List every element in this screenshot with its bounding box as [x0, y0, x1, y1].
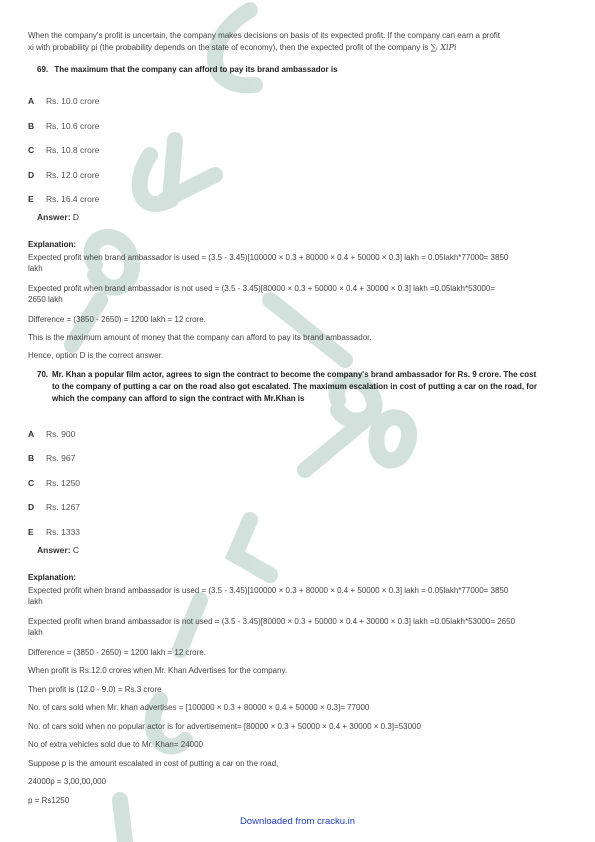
q70-line-2: to the company of putting a car on the road also got escalated. The maximum escalation in cost of putting a car on the road, for — [52, 382, 537, 391]
option-letter: C — [28, 145, 35, 155]
q70-option-e[interactable] — [28, 527, 80, 537]
question-number: 69. — [37, 65, 49, 74]
q69-exp-line-4: This is the maximum amount of money that the company can afford to pay its brand ambassador. — [28, 333, 372, 342]
q69-exp-line-5: Hence, option D is the correct answer. — [28, 351, 164, 360]
q69-option-d[interactable] — [28, 170, 99, 180]
q70-line-3: which the company can afford to sign the contract with Mr.Khan is — [52, 394, 305, 403]
q70-exp-line-5: Then profit is (12.0 - 9.0) = Rs.3 crore — [28, 685, 162, 694]
option-letter: C — [28, 478, 35, 488]
option-letter: A — [28, 96, 35, 106]
q70-exp-line-11: p = Rs1250 — [28, 796, 70, 805]
intro-line-2-text: xi with probability pi (the probability depends on the state of economy), then the expected profit of the company is — [28, 43, 429, 52]
option-text: Rs. 10.0 crore — [46, 96, 100, 106]
intro-formula: ∑ᵢ XiPi — [430, 43, 457, 52]
option-text: Rs. 12.0 crore — [46, 170, 100, 180]
q70-exp-line-8: No of extra vehicles sold due to Mr. Khan= 24000 — [28, 740, 203, 749]
q70-exp-line-2: Expected profit when brand ambassador is not used = (3.5 - 3.45)[80000 × 0.3 + 50000 × 0.4 + 30000 × 0.3] lakh =0.05lakh*53000= 2650 — [28, 617, 516, 626]
option-letter: A — [28, 429, 35, 439]
option-letter: D — [28, 502, 35, 512]
option-letter: B — [28, 121, 35, 131]
q70-exp-line-9: Suppose p is the amount escalated in cost of putting a car on the road, — [28, 759, 279, 768]
q70-exp-line-10: 24000p = 3,00,00,000 — [28, 777, 107, 786]
q70-option-c[interactable] — [28, 478, 80, 488]
answer-label: Answer: — [37, 212, 71, 222]
option-text: Rs. 1267 — [46, 502, 81, 512]
q69-exp-line-2: Expected profit when brand ambassador is not used = (3.5 - 3.45)[80000 × 0.3 + 50000 × 0.4 + 30000 × 0.3] lakh =0.05lakh*53000= — [28, 284, 496, 293]
option-letter: B — [28, 453, 35, 463]
q70-exp-line-6: No. of cars sold when Mr. khan advertises = [100000 × 0.3 + 80000 × 0.4 + 50000 × 0.3]= 77000 — [28, 703, 370, 712]
q70-exp-line-2b: lakh — [28, 628, 43, 637]
footer-download-link[interactable]: Downloaded from cracku.in — [239, 816, 356, 827]
q69-answer — [37, 212, 79, 222]
option-text: Rs. 900 — [46, 429, 76, 439]
q69-option-b[interactable] — [28, 121, 99, 131]
q69-option-a[interactable] — [28, 96, 99, 106]
q70-exp-line-4: When profit is Rs.12.0 crores when Mr. Khan Advertises for the company. — [28, 666, 288, 675]
question-69 — [37, 64, 338, 75]
q70-exp-line-7: No. of cars sold when no popular actor is for advertisement= [80000 × 0.3 + 50000 × 0.4 + 30000 × 0.3]=53000 — [28, 722, 421, 731]
answer-label: Answer: — [37, 545, 71, 555]
q69-option-c[interactable] — [28, 145, 99, 155]
question-number: 70. — [37, 370, 49, 379]
q70-option-a[interactable] — [28, 429, 75, 439]
option-letter: E — [28, 194, 34, 204]
intro-line-1: When the company's profit is uncertain, the company makes decisions on basis of its expected profit. If the company can earn a profit — [28, 31, 500, 40]
option-letter: D — [28, 170, 35, 180]
q70-answer — [37, 545, 79, 555]
q69-option-e[interactable] — [28, 194, 99, 204]
q69-exp-line-2b: 2650 lakh — [28, 295, 63, 304]
question-70 — [37, 369, 48, 380]
option-text: Rs. 10.6 crore — [46, 121, 100, 131]
option-letter: E — [28, 527, 34, 537]
q70-option-d[interactable] — [28, 502, 80, 512]
option-text: Rs. 967 — [46, 453, 76, 463]
intro-line-2 — [28, 42, 457, 53]
q70-explanation-label: Explanation: — [28, 573, 77, 582]
q70-exp-line-3: Difference = (3850 - 2650) = 1200 lakh = 12 crore. — [28, 648, 206, 657]
q70-exp-line-1: Expected profit when brand ambassador is used = (3.5 - 3.45)[100000 × 0.3 + 80000 × 0.4 + 50000 × 0.3] lakh = 0.05lakh*77000= 3850 — [28, 586, 509, 595]
option-text: Rs. 16.4 crore — [46, 194, 100, 204]
q69-exp-line-3: Difference = (3850 - 2650) = 1200 lakh = 12 crore. — [28, 315, 206, 324]
option-text: Rs. 1250 — [46, 478, 81, 488]
q69-exp-line-1: Expected profit when brand ambassador is used = (3.5 - 3.45)[100000 × 0.3 + 80000 × 0.4 + 50000 × 0.3] lakh = 0.05lakh*77000= 3850 — [28, 253, 509, 262]
option-text: Rs. 1333 — [46, 527, 81, 537]
q69-exp-line-1b: lakh — [28, 264, 43, 273]
answer-value: C — [72, 545, 80, 555]
q69-explanation-label: Explanation: — [28, 240, 77, 249]
q70-line-1: Mr. Khan a popular film actor, agrees to sign the contract to become the company's brand ambassador for Rs. 9 crore. The cost — [52, 370, 537, 379]
q70-exp-line-1b: lakh — [28, 597, 43, 606]
option-text: Rs. 10.8 crore — [46, 145, 100, 155]
q70-option-b[interactable] — [28, 453, 75, 463]
question-text: The maximum that the company can afford to pay its brand ambassador is — [54, 65, 338, 74]
answer-value: D — [72, 212, 80, 222]
